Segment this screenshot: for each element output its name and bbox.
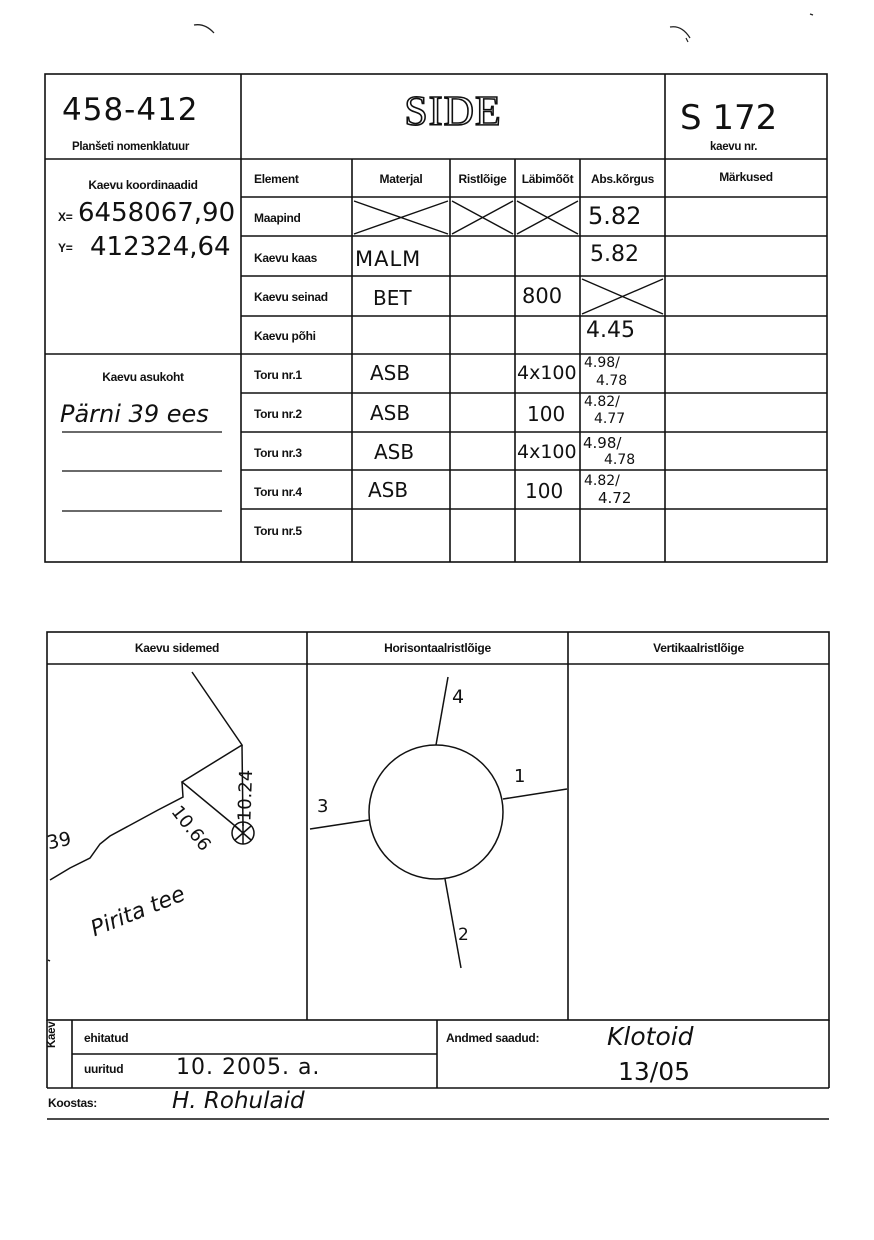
row-element: Maapind xyxy=(254,211,301,225)
pipe-label-1: 1 xyxy=(514,766,526,787)
data-received-value: Klotoid xyxy=(607,1022,694,1051)
plan-number: 458-412 xyxy=(62,92,199,128)
x-prefix: X= xyxy=(58,210,73,224)
row-material: ASB xyxy=(370,361,411,385)
x-coordinate: 6458067,90 xyxy=(78,198,236,228)
row-element: Kaevu põhi xyxy=(254,329,316,343)
row-height-bottom: 4.78 xyxy=(596,373,628,389)
row-material: BET xyxy=(373,286,412,310)
well-number-label: kaevu nr. xyxy=(710,141,758,153)
punch-mark-right xyxy=(670,27,690,38)
row-diameter: 800 xyxy=(522,284,563,308)
row-element: Toru nr.3 xyxy=(254,446,302,460)
row-diameter: 100 xyxy=(527,402,566,426)
row-element: Toru nr.2 xyxy=(254,407,302,421)
pipe-4 xyxy=(436,677,448,745)
pipe-1 xyxy=(503,789,567,799)
plan-number-label: Planšeti nomenklatuur xyxy=(72,141,190,153)
punch-mark-left xyxy=(194,25,214,33)
row-height: 5.82 xyxy=(590,242,639,267)
location-value: Pärni 39 ees xyxy=(60,400,209,428)
well-circle xyxy=(369,745,503,879)
row-element: Toru nr.4 xyxy=(254,485,302,499)
vertical-section-label: Vertikaalristlõige xyxy=(653,641,744,655)
lower-grid xyxy=(44,632,829,1119)
row-height-bottom: 4.72 xyxy=(598,489,632,507)
row-material: ASB xyxy=(370,401,411,425)
horizontal-section-label: Horisontaalristlõige xyxy=(384,641,491,655)
compiled-label: Koostas: xyxy=(48,1096,97,1110)
row-material: ASB xyxy=(368,478,409,502)
header-material: Materjal xyxy=(379,172,423,186)
header-diameter: Läbimõõt xyxy=(521,172,574,186)
built-label: ehitatud xyxy=(84,1031,129,1045)
row-height-top: 4.82/ xyxy=(584,394,620,410)
row-diameter: 100 xyxy=(525,479,564,503)
compiled-value: H. Rohulaid xyxy=(172,1088,305,1114)
street-name: Pirita tee xyxy=(87,881,189,943)
surveyed-value: 10. 2005. a. xyxy=(176,1055,321,1080)
horizontal-section xyxy=(310,677,567,968)
row-height-bottom: 4.77 xyxy=(594,411,626,427)
pipe-3 xyxy=(310,820,369,829)
row-material: ASB xyxy=(374,440,415,464)
row-material: MALM xyxy=(355,247,422,271)
row-height-top: 4.98/ xyxy=(583,434,622,452)
location-label: Kaevu asukoht xyxy=(102,370,184,384)
tie-a-label: 10.24 xyxy=(234,769,258,822)
row-element: Toru nr.1 xyxy=(254,368,302,382)
y-prefix: Y= xyxy=(58,241,73,255)
pipe-2 xyxy=(445,879,461,968)
side-label: Kaev xyxy=(46,1021,58,1048)
network-title: SIDE xyxy=(404,89,502,135)
header-element: Element xyxy=(254,172,299,186)
row-diameter: 4x100 xyxy=(517,441,577,463)
pipe-label-4: 4 xyxy=(452,686,465,708)
row-height: 4.45 xyxy=(586,318,635,343)
row-height: 5.82 xyxy=(588,202,642,230)
surveyed-label: uuritud xyxy=(84,1062,124,1076)
tie-b-label: 10.66 xyxy=(166,801,215,856)
data-received-date: 13/05 xyxy=(618,1057,691,1086)
coords-label: Kaevu koordinaadid xyxy=(88,178,198,192)
ties-label: Kaevu sidemed xyxy=(134,641,220,655)
house-number: 39 xyxy=(44,827,74,855)
pipe-label-3: 3 xyxy=(317,796,329,817)
header-height: Abs.kõrgus xyxy=(590,172,654,186)
row-diameter: 4x100 xyxy=(517,362,577,384)
row-element: Kaevu seinad xyxy=(254,290,328,304)
well-number: S 172 xyxy=(680,98,778,138)
data-received-label: Andmed saadud: xyxy=(446,1031,540,1045)
pipe-label-2: 2 xyxy=(458,925,469,945)
row-height-bottom: 4.78 xyxy=(604,452,636,468)
row-element: Toru nr.5 xyxy=(254,524,302,538)
header-section: Ristlõige xyxy=(458,172,507,186)
row-element: Kaevu kaas xyxy=(254,251,318,265)
header-notes: Märkused xyxy=(719,170,773,184)
y-coordinate: 412324,64 xyxy=(90,232,231,262)
row-height-top: 4.82/ xyxy=(584,473,620,489)
row-height-top: 4.98/ xyxy=(584,355,620,371)
